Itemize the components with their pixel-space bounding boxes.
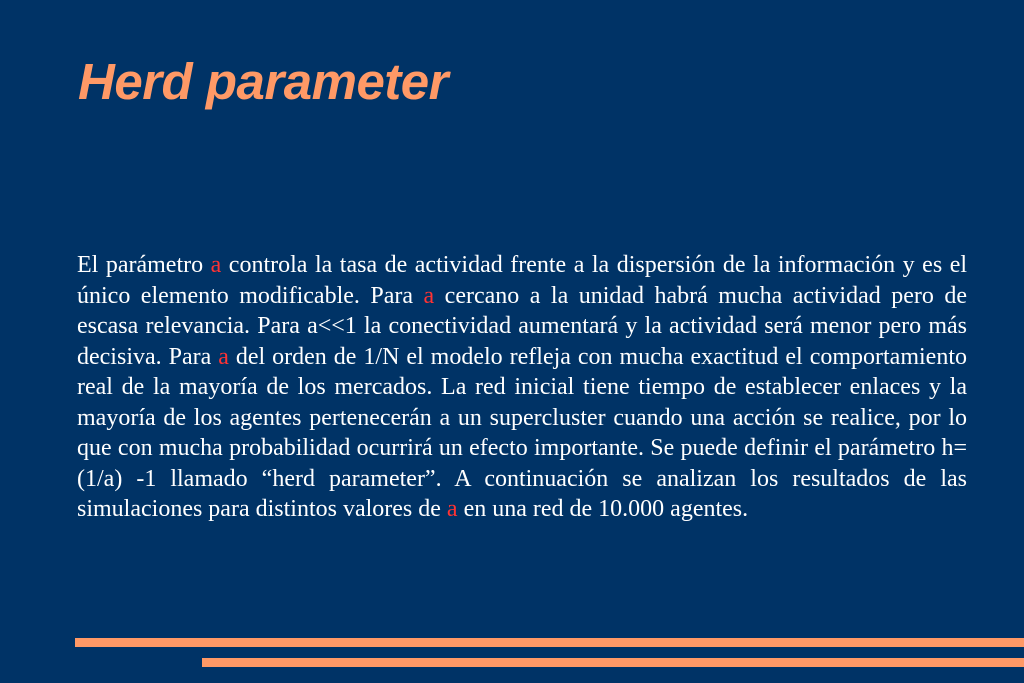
parameter-a-highlight: a <box>446 496 458 522</box>
body-text-segment: en una red de 10.000 agentes. <box>457 496 749 522</box>
slide-body-paragraph <box>77 250 967 525</box>
decorative-bar-bottom <box>202 658 1024 667</box>
slide-title: Herd parameter <box>78 53 448 110</box>
body-text-segment: cercano a la unidad habrá mucha actividad pero de escasa relevancia. Para a<<1 la conectividad aumentará y la actividad será menor pero más decisiva. Para <box>77 282 968 370</box>
parameter-a-highlight: a <box>423 282 435 309</box>
parameter-a-highlight: a <box>218 343 229 370</box>
body-text-segment: controla la tasa de actividad frente a la dispersión de la información y es el único elemento modificable. Para <box>77 252 968 309</box>
parameter-a-highlight: a <box>210 252 222 278</box>
body-text-segment: El parámetro <box>77 252 211 278</box>
body-text-segment: del orden de 1/N el modelo refleja con mucha exactitud el comportamiento real de la mayoría de los mercados. La red inicial tiene tiempo de establecer enlaces y la mayoría de los agentes pertenecerán a un supercluster cuando una acción se realice, por lo que con mucha probabilidad ocurrirá un efecto importante. Se puede definir el parámetro h=(1/a) -1 llamado “herd parameter”. A continuación se analizan los resultados de las simulaciones para distintos valores de <box>77 343 967 522</box>
decorative-bar-top <box>75 638 1024 647</box>
